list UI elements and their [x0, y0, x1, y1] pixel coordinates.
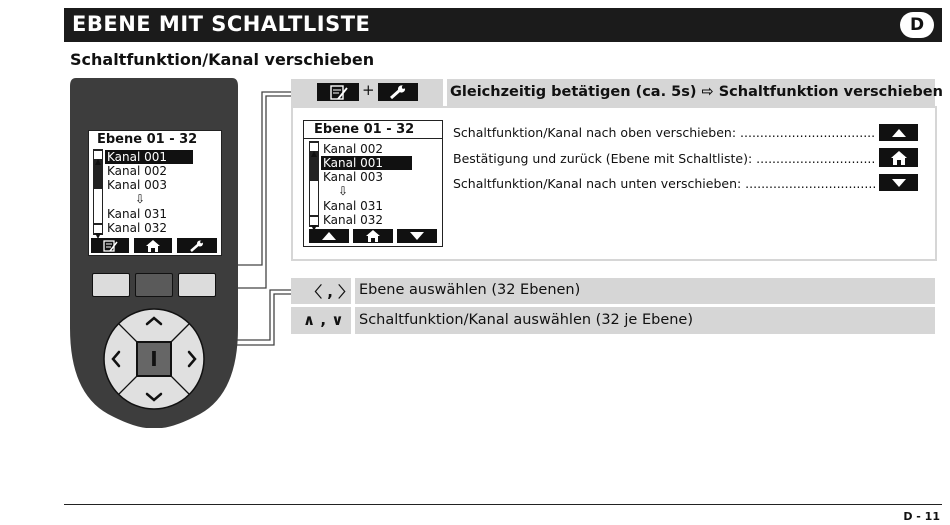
down-triangle-icon — [397, 229, 437, 243]
select-channel-text: Schaltfunktion/Kanal auswählen (32 je Ebene) — [359, 312, 694, 328]
list-item: Kanal 002 — [107, 164, 168, 178]
list-item: Kanal 032 — [323, 213, 384, 227]
move-instruction-heading: Gleichzeitig betätigen (ca. 5s) ⇨ Schaltfunktion verschieben — [450, 84, 943, 100]
row-divider — [351, 307, 355, 334]
scroll-down-icon — [310, 217, 318, 225]
lcd-divider — [304, 138, 442, 139]
lcd-title: Ebene 01 - 32 — [314, 122, 415, 137]
scroll-down-icon — [94, 225, 102, 233]
page-title: EBENE MIT SCHALTLISTE — [72, 12, 371, 36]
remote-control-device — [70, 78, 238, 428]
lcd-scrollbar — [309, 141, 319, 227]
list-item: Kanal 031 — [323, 199, 384, 213]
scroll-up-icon — [310, 143, 318, 151]
plus-sign: + — [362, 81, 375, 99]
edit-icon — [91, 238, 129, 253]
scroll-up-icon — [94, 151, 102, 159]
down-arrow-icon: ⇩ — [135, 192, 146, 206]
scroll-track — [310, 181, 318, 215]
down-arrow-icon: ⇩ — [338, 184, 349, 198]
edit-icon — [317, 83, 359, 101]
soft-key-middle-button[interactable] — [135, 273, 173, 297]
wrench-icon — [177, 238, 217, 253]
page-number: D - 11 — [903, 510, 940, 523]
home-icon — [353, 229, 393, 243]
select-level-text: Ebene auswählen (32 Ebenen) — [359, 282, 581, 298]
soft-key-left-button[interactable] — [92, 273, 130, 297]
language-badge: D — [900, 12, 934, 38]
footer-rule — [64, 504, 942, 505]
nav-row-level — [291, 278, 935, 304]
up-down-arrow-icons: ∧ , ∨ — [303, 311, 344, 329]
lcd-title: Ebene 01 - 32 — [97, 132, 198, 147]
list-item: Kanal 003 — [107, 178, 168, 192]
center-ok-button[interactable] — [136, 341, 172, 377]
move-down-text: Schaltfunktion/Kanal nach unten verschieben: ................................. — [453, 176, 877, 191]
list-item: Kanal 001 — [321, 156, 412, 170]
left-right-arrow-icons: 〈 , 〉 — [307, 283, 354, 301]
lcd-scrollbar — [93, 149, 103, 235]
down-triangle-icon — [879, 174, 918, 191]
move-panel-header — [291, 79, 943, 106]
confirm-back-text: Bestätigung und zurück (Ebene mit Schaltliste): .............................. — [453, 151, 876, 166]
list-item: Kanal 002 — [323, 142, 384, 156]
move-panel-body — [291, 106, 937, 261]
section-title: Schaltfunktion/Kanal verschieben — [70, 50, 375, 69]
wrench-icon — [378, 83, 418, 101]
list-item: Kanal 003 — [323, 170, 384, 184]
home-icon — [134, 238, 172, 253]
list-item: Kanal 031 — [107, 207, 168, 221]
device-lcd — [88, 130, 222, 256]
nav-row-channel — [291, 307, 935, 334]
center-button-label: I — [150, 347, 158, 371]
soft-key-right-button[interactable] — [178, 273, 216, 297]
scroll-track — [94, 189, 102, 223]
list-item: Kanal 001 — [105, 150, 193, 164]
up-triangle-icon — [309, 229, 349, 243]
move-up-text: Schaltfunktion/Kanal nach oben verschieben: .................................. — [453, 125, 876, 140]
header-divider — [443, 79, 447, 106]
up-triangle-icon — [879, 124, 918, 141]
preview-lcd — [303, 120, 443, 247]
home-icon — [879, 148, 918, 167]
list-item: Kanal 032 — [107, 221, 168, 235]
